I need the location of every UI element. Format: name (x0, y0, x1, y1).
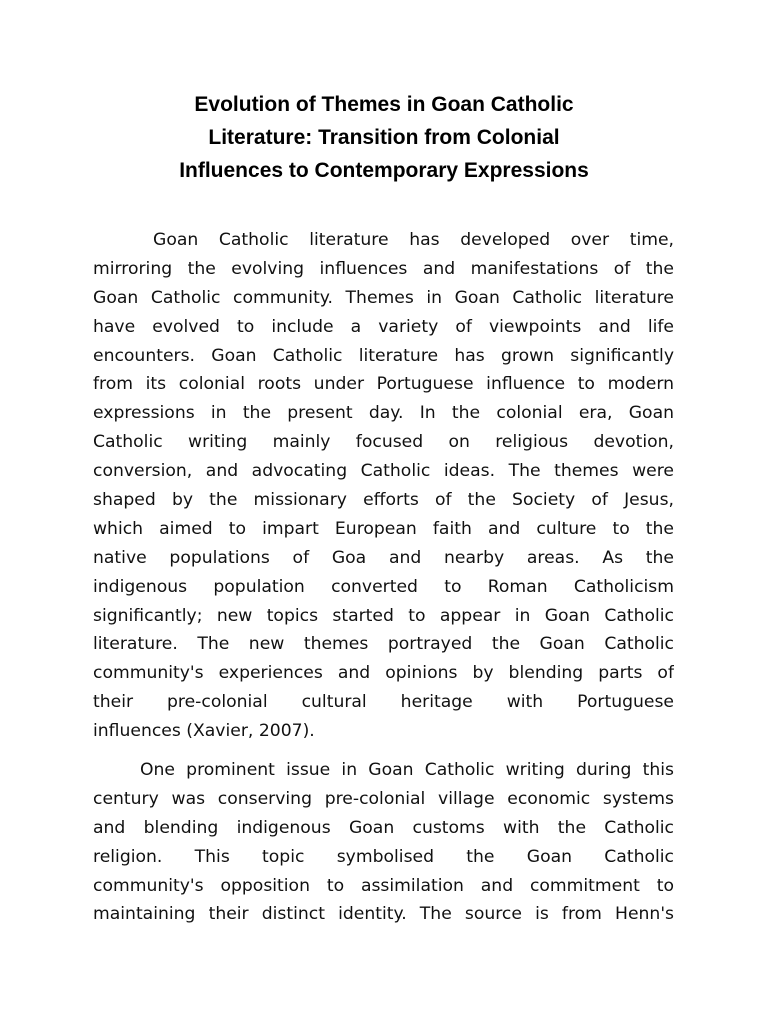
document-body (93, 226, 674, 929)
text-line: expressions in the present day. In the colonial era, Goan (93, 403, 674, 424)
text-line: shaped by the missionary efforts of the Society of Jesus, (93, 490, 674, 511)
text-line: Goan Catholic literature has developed over time, (153, 230, 674, 250)
title-line: Literature: Transition from Colonial (208, 126, 560, 149)
text-line: significantly; new topics started to appear in Goan Catholic (93, 605, 674, 626)
text-line: their pre-colonial cultural heritage with Portuguese (93, 692, 674, 713)
text-line: century was conserving pre-colonial village economic systems (93, 788, 674, 809)
text-line: One prominent issue in Goan Catholic writing during this (140, 760, 674, 781)
paragraph-2 (93, 756, 674, 929)
text-line: religion. This topic symbolised the Goan Catholic (93, 846, 674, 867)
document-title (100, 88, 668, 187)
text-line: and blending indigenous Goan customs with the Catholic (93, 817, 674, 838)
text-line: Catholic writing mainly focused on religious devotion, (93, 432, 674, 453)
text-line: which aimed to impart European faith and culture to the (93, 518, 674, 539)
text-line: maintaining their distinct identity. The source is from Henn's (93, 904, 674, 925)
text-line: encounters. Goan Catholic literature has grown significantly (93, 345, 674, 366)
title-line: Influences to Contemporary Expressions (179, 159, 589, 182)
text-line: community's opposition to assimilation and commitment to (93, 875, 674, 896)
text-line: conversion, and advocating Catholic ideas. The themes were (93, 461, 674, 482)
text-line: Goan Catholic community. Themes in Goan Catholic literature (93, 287, 674, 308)
paragraph-1 (93, 226, 674, 746)
text-line: mirroring the evolving influences and manifestations of the (93, 258, 674, 279)
text-line: community's experiences and opinions by blending parts of (93, 663, 674, 684)
text-line: native populations of Goa and nearby areas. As the (93, 547, 674, 568)
text-line: indigenous population converted to Roman Catholicism (93, 576, 674, 597)
text-line: influences (Xavier, 2007). (93, 721, 315, 742)
text-line: from its colonial roots under Portuguese influence to modern (93, 374, 674, 395)
text-line: have evolved to include a variety of viewpoints and life (93, 316, 674, 337)
text-line: literature. The new themes portrayed the Goan Catholic (93, 634, 674, 655)
title-line: Evolution of Themes in Goan Catholic (194, 93, 574, 116)
